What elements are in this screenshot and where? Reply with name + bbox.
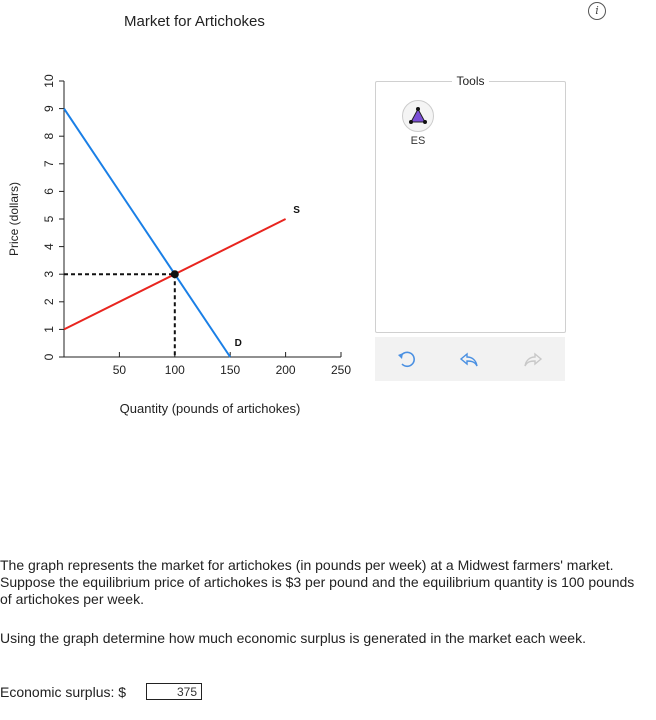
x-tick-label: 150 [220, 363, 241, 377]
es-tool-button[interactable] [402, 100, 434, 147]
question-paragraph-1: The graph represents the market for artichokes (in pounds per week) at a Midwest farmers' market. Suppose the equilibrium price of artichokes is $3 per pound and the equilibrium quantity is 100 pounds of artichokes per week. [0, 557, 635, 607]
tools-label: Tools [452, 74, 488, 88]
undo-icon[interactable] [457, 347, 481, 371]
x-axis-label: Quantity (pounds of artichokes) [119, 401, 301, 416]
question-paragraph-2: Using the graph determine how much economic surplus is generated in the market each week. [0, 630, 586, 646]
x-tick-label: 50 [112, 363, 127, 377]
market-chart[interactable] [0, 0, 370, 430]
y-tick-label: 4 [42, 243, 56, 250]
es-tool-icon[interactable] [402, 100, 434, 132]
y-tick-label: 7 [42, 160, 56, 168]
answer-input[interactable]: 375 [146, 683, 202, 700]
supply-curve-label: S [293, 205, 300, 216]
y-tick-label: 5 [42, 215, 56, 223]
chart-title: Market for Artichokes [124, 13, 265, 30]
x-tick-label: 100 [164, 363, 185, 377]
demand-curve-label: D [234, 338, 242, 349]
x-tick-label: 250 [330, 363, 352, 377]
action-bar [375, 337, 565, 381]
y-tick-label: 1 [42, 326, 56, 333]
reset-icon[interactable] [395, 347, 419, 371]
y-axis-label: Price (dollars) [7, 182, 21, 257]
es-tool-label: ES [410, 135, 426, 147]
y-tick-label: 0 [42, 353, 56, 361]
answer-label: Economic surplus: $ [0, 684, 127, 700]
y-tick-label: 6 [42, 188, 56, 195]
y-tick-label: 3 [42, 270, 56, 278]
y-tick-label: 9 [42, 105, 56, 112]
y-tick-label: 8 [42, 132, 56, 140]
x-tick-label: 200 [275, 363, 296, 377]
y-tick-label: 10 [42, 74, 56, 88]
info-icon[interactable]: i [588, 2, 606, 20]
equilibrium-point [171, 270, 179, 278]
y-tick-label: 2 [42, 298, 56, 306]
tools-panel [375, 74, 566, 333]
demand-curve [64, 109, 230, 357]
redo-icon[interactable] [521, 347, 545, 371]
